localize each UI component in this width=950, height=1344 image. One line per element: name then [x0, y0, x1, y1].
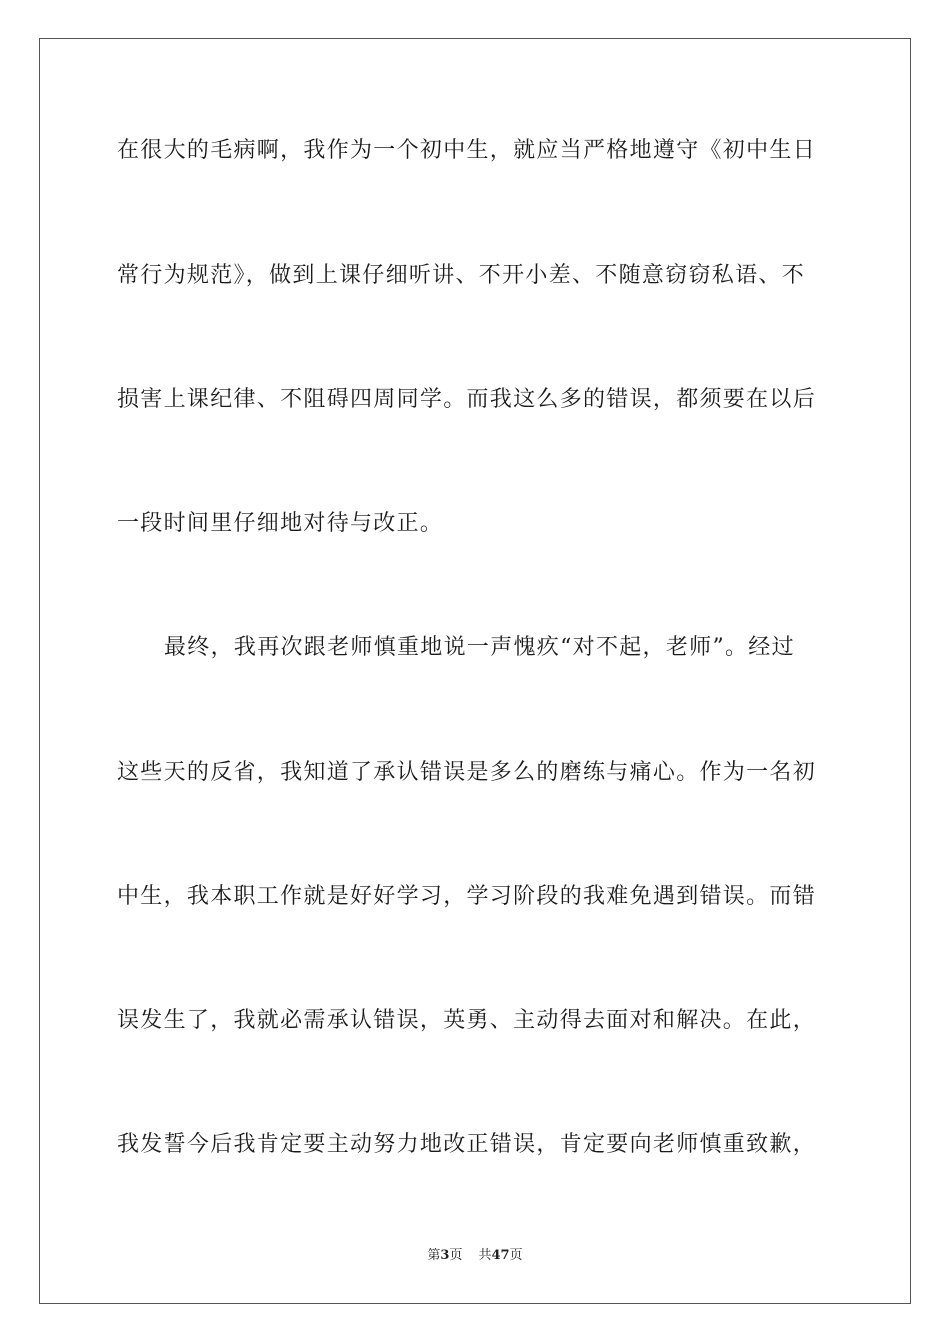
- body-text-line-5-paragraph-start: 最终，我再次跟老师慎重地说一声愧疚“对不起，老师”。经过: [164, 635, 795, 660]
- total-label-suffix: 页: [509, 1248, 523, 1263]
- body-text-line-7: 中生，我本职工作就是好好学习，学习阶段的我难免遇到错误。而错: [117, 884, 817, 909]
- body-text-line-3: 损害上课纪律、不阻碍四周同学。而我这么多的错误，都须要在以后: [117, 387, 817, 412]
- body-text-line-6: 这些天的反省，我知道了承认错误是多么的磨练与痛心。作为一名初: [117, 760, 817, 785]
- total-page-count: 47: [491, 1248, 510, 1263]
- page-footer: [0, 1247, 950, 1265]
- total-label-prefix: 共: [478, 1248, 492, 1263]
- page-border: [39, 38, 911, 1304]
- body-text-line-8: 误发生了，我就必需承认错误，英勇、主动得去面对和解决。在此，: [117, 1008, 817, 1033]
- page-label-prefix: 第: [427, 1248, 441, 1263]
- body-text-line-2: 常行为规范》，做到上课仔细听讲、不开小差、不随意窃窃私语、不: [117, 263, 806, 288]
- current-page-number: 3: [440, 1248, 450, 1263]
- body-text-line-1: 在很大的毛病啊，我作为一个初中生，就应当严格地遵守《初中生日: [117, 138, 817, 163]
- body-text-line-4: 一段时间里仔细地对待与改正。: [117, 511, 444, 536]
- page-label-suffix: 页: [449, 1248, 463, 1263]
- body-text-line-9: 我发誓今后我肯定要主动努力地改正错误，肯定要向老师慎重致歉，: [117, 1132, 817, 1157]
